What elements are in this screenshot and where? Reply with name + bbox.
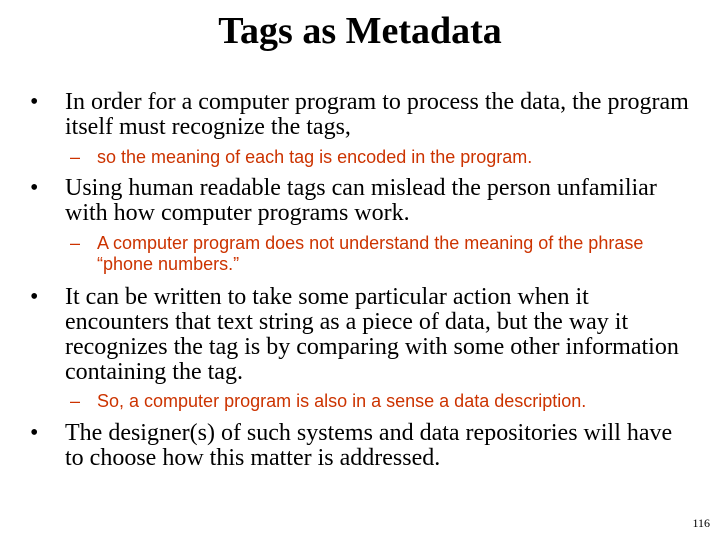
sub-bullet-marker: – <box>70 147 81 167</box>
bullet-item <box>30 421 690 471</box>
bullet-item <box>30 285 690 385</box>
bullet-item <box>30 176 690 226</box>
bullet-text: The designer(s) of such systems and data repositories will have to choose how this matter is addressed. <box>65 420 673 471</box>
page-number: 116 <box>692 516 710 530</box>
bullet-list <box>30 90 690 471</box>
bullet-text: In order for a computer program to process the data, the program itself must recognize the tags, <box>65 89 689 140</box>
sub-bullet-text: So, a computer program is also in a sense a data description. <box>97 391 587 411</box>
bullet-marker: • <box>30 89 39 115</box>
bullet-item <box>30 90 690 140</box>
bullet-marker: • <box>30 284 39 310</box>
sub-bullet-text: so the meaning of each tag is encoded in the program. <box>97 147 533 167</box>
sub-bullet-text: A computer program does not understand the meaning of the phrase “phone numbers.” <box>97 233 644 274</box>
bullet-text: Using human readable tags can mislead the person unfamiliar with how computer programs work. <box>65 175 657 226</box>
slide-title: Tags as Metadata <box>218 10 502 52</box>
bullet-text: It can be written to take some particular action when it encounters that text string as a piece of data, but the way it recognizes the tag is by comparing with some other information containing the tag. <box>65 284 679 385</box>
sub-bullet-item <box>30 233 690 275</box>
bullet-marker: • <box>30 420 39 446</box>
sub-bullet-item <box>30 391 690 412</box>
sub-bullet-marker: – <box>70 391 81 411</box>
bullet-marker: • <box>30 175 39 201</box>
sub-bullet-item <box>30 147 690 168</box>
sub-bullet-marker: – <box>70 233 81 253</box>
